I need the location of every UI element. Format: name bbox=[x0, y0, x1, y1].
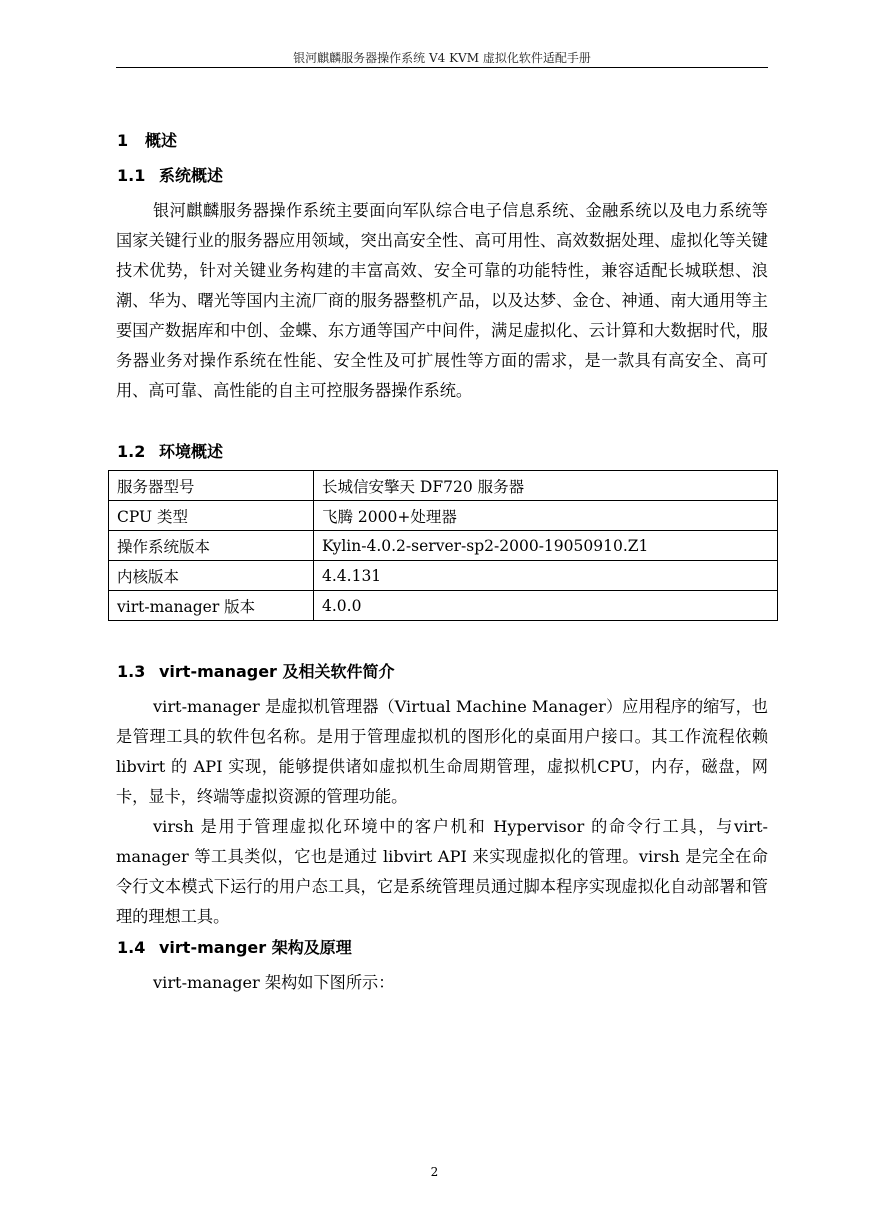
table-row bbox=[109, 591, 778, 621]
table-cell-value: Kylin-4.0.2-server-sp2-2000-19050910.Z1 bbox=[314, 531, 778, 561]
running-header: 银河麒麟服务器操作系统 V4 KVM 虚拟化软件适配手册 bbox=[293, 51, 591, 65]
table-cell-value: 长城信安擎天 DF720 服务器 bbox=[314, 471, 778, 501]
section-title: 概述 bbox=[145, 131, 178, 150]
table-cell-value: 4.0.0 bbox=[314, 591, 778, 621]
section-title: 环境概述 bbox=[159, 442, 224, 461]
table-row bbox=[109, 501, 778, 531]
table-cell-label: 服务器型号 bbox=[109, 471, 314, 501]
virt-manager-paragraph: virt-manager 是虚拟机管理器（Virtual Machine Manager）应用程序的缩写，也是管理工具的软件包名称。是用于管理虚拟机的图形化的桌面用户接口。其工作流程依赖 libvirt 的 API 实现，能够提供诸如虚拟机生命周期管理，虚拟机CPU，内存，磁盘，网卡，显卡，终端等虚拟资源的管理功能。 bbox=[116, 697, 768, 806]
section-heading-1-1 bbox=[117, 166, 223, 186]
table-cell-label: 操作系统版本 bbox=[109, 531, 314, 561]
architecture-paragraph: virt-manager 架构如下图所示： bbox=[153, 973, 395, 992]
table-cell-label: 内核版本 bbox=[109, 561, 314, 591]
header-divider bbox=[116, 67, 768, 68]
table-row bbox=[109, 531, 778, 561]
section-number: 1 bbox=[117, 131, 129, 150]
section-number: 1.2 bbox=[117, 442, 146, 461]
section-number: 1.1 bbox=[117, 166, 146, 185]
virsh-paragraph: virsh 是用于管理虚拟化环境中的客户机和 Hypervisor 的命令行工具，与virt-manager 等工具类似，它也是通过 libvirt API 来实现虚拟化的管理。virsh 是完全在命令行文本模式下运行的用户态工具，它是系统管理员通过脚本程序实现虚拟化自动部署和管理的理想工具。 bbox=[116, 817, 768, 926]
section-heading-1-2 bbox=[117, 442, 223, 462]
table-cell-value: 4.4.131 bbox=[314, 561, 778, 591]
table-cell-value: 飞腾 2000+处理器 bbox=[314, 501, 778, 531]
section-title: virt-manger 架构及原理 bbox=[159, 938, 352, 957]
page-number: 2 bbox=[430, 1165, 439, 1179]
section-number: 1.4 bbox=[117, 938, 146, 957]
section-heading-1-3 bbox=[117, 662, 395, 682]
section-title: virt-manager 及相关软件简介 bbox=[159, 662, 395, 681]
table-row bbox=[109, 561, 778, 591]
table-cell-label: virt-manager 版本 bbox=[109, 591, 314, 621]
section-heading-1-4 bbox=[117, 938, 352, 958]
overview-paragraph: 银河麒麟服务器操作系统主要面向军队综合电子信息系统、金融系统以及电力系统等国家关键行业的服务器应用领域，突出高安全性、高可用性、高效数据处理、虚拟化等关键技术优势，针对关键业务构建的丰富高效、安全可靠的功能特性，兼容适配长城联想、浪潮、华为、曙光等国内主流厂商的服务器整机产品，以及达梦、金仓、神通、南大通用等主要国产数据库和中创、金蝶、东方通等国产中间件，满足虚拟化、云计算和大数据时代，服务器业务对操作系统在性能、安全性及可扩展性等方面的需求，是一款具有高安全、高可用、高可靠、高性能的自主可控服务器操作系统。 bbox=[116, 201, 768, 400]
section-heading-1 bbox=[117, 131, 177, 151]
section-title: 系统概述 bbox=[159, 166, 224, 185]
section-number: 1.3 bbox=[117, 662, 146, 681]
table-cell-label: CPU 类型 bbox=[109, 501, 314, 531]
environment-table bbox=[108, 470, 778, 621]
table-row bbox=[109, 471, 778, 501]
